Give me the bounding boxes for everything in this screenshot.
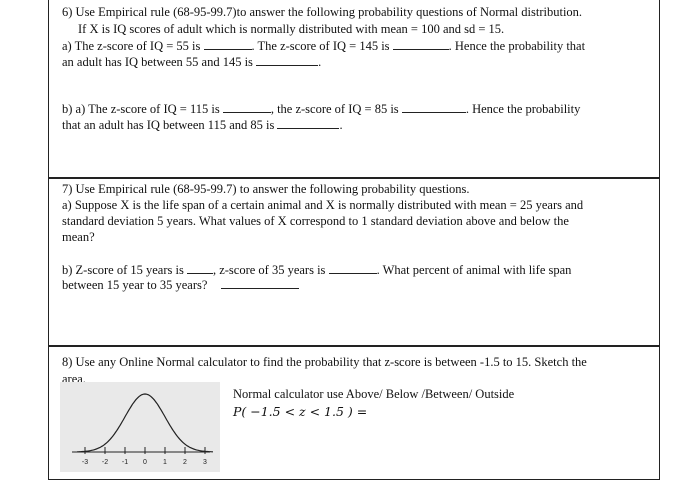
q7-line-2: a) Suppose X is the life span of a certain animal and X is normally distributed with mean = 25 years and <box>62 198 584 212</box>
q6-a-blank-3[interactable] <box>256 54 318 66</box>
q6-a-text-2: . The z-score of IQ = 145 is <box>251 39 390 53</box>
normal-curve-sketch <box>60 382 220 472</box>
q6-a-blank-2[interactable] <box>393 38 449 50</box>
x-tick-label-4: 1 <box>163 459 167 466</box>
q7-b-line-2 <box>62 277 299 293</box>
x-tick-label-6: 3 <box>203 459 207 466</box>
q7-b-blank-2[interactable] <box>329 262 377 274</box>
q7-line-1: 7) Use Empirical rule (68-95-99.7) to answer the following probability questions. <box>62 182 470 196</box>
q7-b-text-1: b) Z-score of 15 years is <box>62 263 184 277</box>
q8-calc-label: Normal calculator use Above/ Below /Between/ Outside <box>233 387 515 401</box>
q6-a-period: . <box>318 55 322 69</box>
x-tick-label-0: -3 <box>81 459 89 466</box>
x-tick-label-2: -1 <box>121 459 129 466</box>
x-tick-label-1: -2 <box>101 459 109 466</box>
q7-line-4: mean? <box>62 230 95 244</box>
q6-b-text-1: b) a) The z-score of IQ = 115 is <box>62 102 220 116</box>
q7-b-blank-3[interactable] <box>221 277 299 289</box>
q6-b-period: . <box>339 118 343 132</box>
q6-a-text-4: an adult has IQ between 55 and 145 is <box>62 55 253 69</box>
q6-b-blank-3[interactable] <box>277 117 339 129</box>
x-tick-label-3: 0 <box>143 459 147 466</box>
q7-b-line <box>62 262 571 278</box>
q6-a-line-2 <box>62 54 321 70</box>
q6-b-blank-2[interactable] <box>402 101 466 113</box>
q6-b-line <box>62 101 580 117</box>
q6-b-blank-1[interactable] <box>223 101 271 113</box>
q6-a-line <box>62 38 585 54</box>
q7-b-blank-1[interactable] <box>187 262 213 274</box>
q6-b-text-2: , the z-score of IQ = 85 is <box>270 102 399 116</box>
q7-b-text-2: , z-score of 35 years is <box>212 263 326 277</box>
q6-b-text-4: that an adult has IQ between 115 and 85 is <box>62 118 275 132</box>
bell-curve <box>77 394 213 452</box>
q8-line-2: area. <box>62 372 86 386</box>
q8-line-1: 8) Use any Online Normal calculator to find the probability that z-score is between -1.5 to 15. Sketch the <box>62 355 587 369</box>
q6-b-text-3: . Hence the probability <box>465 102 581 116</box>
q7-b-text-4: between 15 year to 35 years? <box>62 278 208 292</box>
x-tick-label-5: 2 <box>183 459 187 466</box>
q7-b-text-3: . What percent of animal with life span <box>376 263 572 277</box>
q6-a-text-1: a) The z-score of IQ = 55 is <box>62 39 201 53</box>
q6-a-blank-1[interactable] <box>204 38 252 50</box>
q6-line-1: 6) Use Empirical rule (68-95-99.7)to answer the following probability questions of Normal distribution. <box>62 5 583 19</box>
q7-line-3: standard deviation 5 years. What values of X correspond to 1 standard deviation above and below the <box>62 214 569 228</box>
q6-b-line-2 <box>62 117 343 133</box>
q6-line-2: If X is IQ scores of adult which is normally distributed with mean = 100 and sd = 15. <box>78 22 505 36</box>
q6-a-text-3: . Hence the probability that <box>448 39 586 53</box>
q8-probability-expression: P( −1.5 < z < 1.5 ) = <box>233 404 368 419</box>
